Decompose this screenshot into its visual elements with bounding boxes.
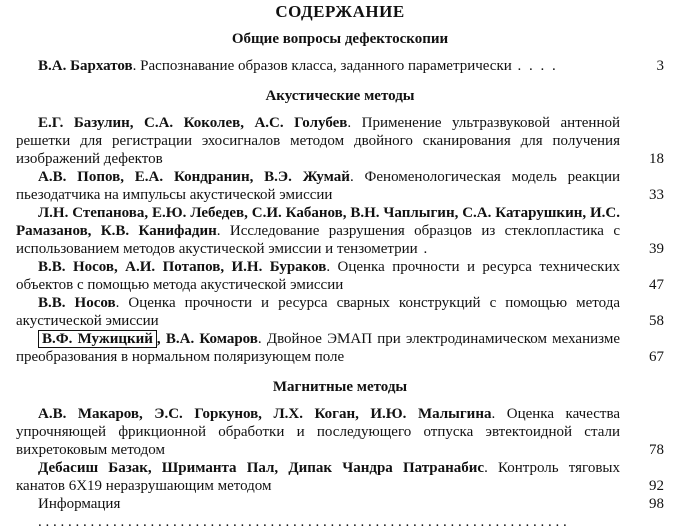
entry-title: . Контроль тяговых канатов 6Х19 неразрушающим методом — [16, 460, 620, 494]
table-of-contents — [0, 2, 680, 530]
entry-authors: В.В. Носов, А.И. Потапов, И.Н. Бураков — [38, 259, 327, 275]
entry-title: . Исследование разрушения образцов из стеклопластика с использованием методов акустической эмиссии и тензометрии — [16, 223, 620, 257]
toc-entry[interactable] — [16, 258, 664, 294]
entry-authors: В.А. Бархатов — [38, 58, 133, 74]
entry-title: . Применение ультразвуковой антенной решетки для регистрации эхосигналов методом двойного сканирования для получения изображений дефектов — [16, 115, 620, 167]
entry-title: . Оценка качества упрочняющей фрикционной обработки и последующего отпуска эвтектоидной стали вихретоковым методом — [16, 406, 620, 458]
toc-entry[interactable] — [16, 114, 664, 168]
entry-authors: В.В. Носов — [38, 295, 116, 311]
toc-entry[interactable] — [16, 459, 664, 495]
toc-entry[interactable] — [16, 57, 664, 75]
entry-authors: Е.Г. Базулин, С.А. Коколев, А.С. Голубев — [38, 115, 348, 131]
toc-entry-info[interactable] — [38, 495, 664, 531]
entry-page-number: 18 — [649, 151, 664, 167]
entry-page-number: 39 — [649, 241, 664, 257]
entry-title: . Феноменологическая модель реакции пьезодатчика на импульсы акустической эмиссии — [16, 169, 620, 203]
toc-entry[interactable] — [16, 405, 664, 459]
entry-authors: А.В. Попов, Е.А. Кондранин, В.Э. Жумай — [38, 169, 350, 185]
section-heading-magnetic: Магнитные методы — [272, 379, 408, 395]
toc-entry[interactable] — [16, 204, 664, 258]
entry-authors: , В.А. Комаров — [156, 331, 258, 347]
entry-page-number: 92 — [649, 478, 664, 494]
entry-authors: Л.Н. Степанова, Е.Ю. Лебедев, С.И. Кабанов, В.Н. Чаплыгин, С.А. Катарушкин, И.С. Рамазанов, К.В. Канифадин — [16, 205, 620, 239]
entry-page-number: 67 — [649, 349, 664, 365]
page-title: СОДЕРЖАНИЕ — [275, 2, 405, 21]
entry-title: . Оценка прочности и ресурса технических объектов с помощью метода акустической эмиссии — [16, 259, 620, 293]
entry-page-number: 78 — [649, 442, 664, 458]
entry-page-number: 47 — [649, 277, 664, 293]
entry-authors: А.В. Макаров, Э.С. Горкунов, Л.Х. Коган, И.Ю. Малыгина — [38, 406, 492, 422]
info-leader-dots: . . . . . . . . . . . . . . . . . . . . . . . . . . . . . . . . . . . . . . . . . . . . . . . . . . . . . . . . . . . . . . . . . . . . . . . — [38, 514, 567, 530]
section-heading-acoustic: Акустические методы — [265, 88, 415, 104]
entry-page-number: 58 — [649, 313, 664, 329]
entry-title: . Двойное ЭМАП при электродинамическом механизме преобразования в нормальном поляризующем поле — [16, 331, 620, 365]
info-label: Информация — [38, 496, 121, 512]
entry-title: . Распознавание образов класса, заданного параметрически — [132, 58, 512, 74]
toc-entry[interactable] — [16, 294, 664, 330]
entry-leader-dots: . . . . — [511, 58, 558, 74]
entry-page-number: 33 — [649, 187, 664, 203]
entry-page-number: 3 — [656, 58, 664, 74]
entry-boxed-author: В.Ф. Мужицкий — [38, 330, 157, 348]
entry-title: . Оценка прочности и ресурса сварных конструкций с помощью метода акустической эмиссии — [16, 295, 620, 329]
toc-entry[interactable] — [16, 168, 664, 204]
entry-authors: Дебасиш Базак, Шриманта Пал, Дипак Чандра Патранабис — [38, 460, 485, 476]
section-heading-general: Общие вопросы дефектоскопии — [231, 31, 449, 47]
info-page-number: 98 — [649, 496, 664, 512]
entry-leader-dots: . — [417, 241, 430, 257]
toc-entry[interactable] — [16, 330, 664, 366]
